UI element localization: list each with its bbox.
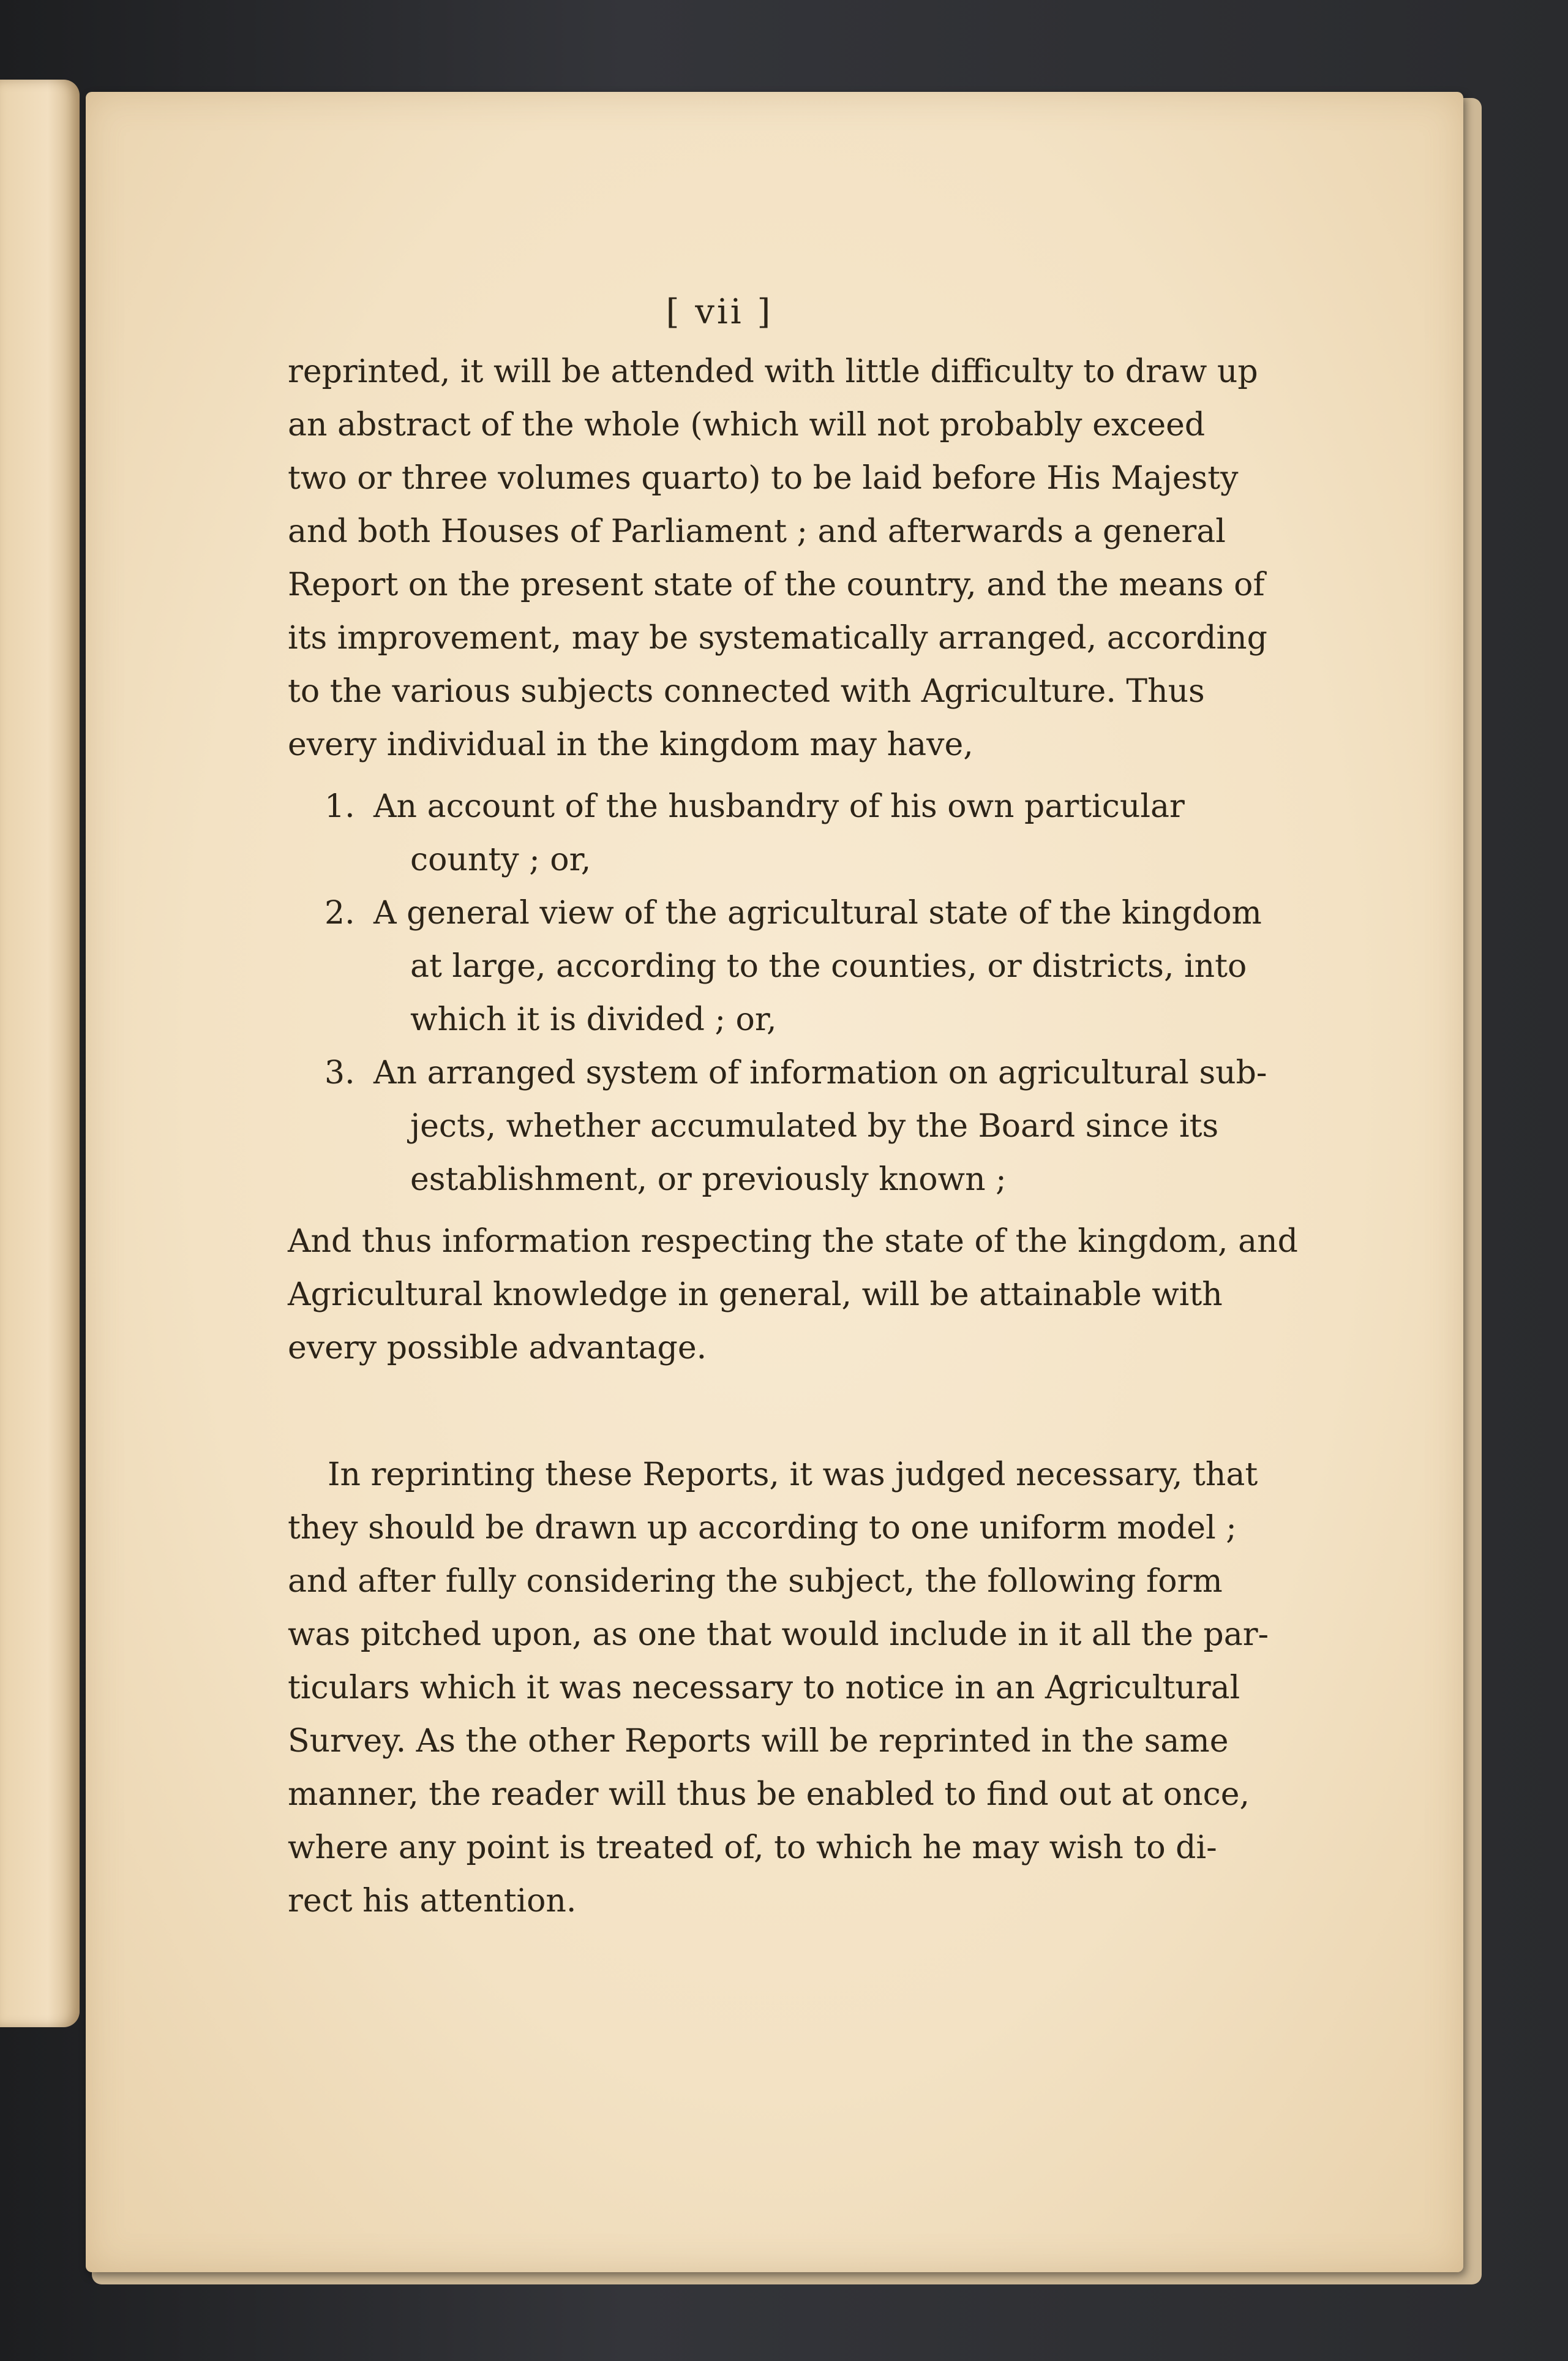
text-line: and after fully considering the subject, the following form (288, 1563, 1223, 1600)
list-item-text: establishment, or previously known ; (410, 1161, 1007, 1198)
page-number: [ vii ] (666, 292, 773, 332)
list-item-text: county ; or, (410, 842, 591, 878)
text-line: was pitched upon, as one that would include in it all the par- (288, 1616, 1269, 1653)
list-item-text: jects, whether accumulated by the Board since its (410, 1108, 1219, 1145)
text-line: And thus information respecting the state of the kingdom, and (288, 1223, 1298, 1260)
numbered-list (288, 780, 1267, 1207)
text-line: rect his attention. (288, 1883, 577, 1919)
text-line: two or three volumes quarto) to be laid before His Majesty (288, 460, 1239, 497)
paragraph-1 (288, 345, 1267, 772)
text-line: they should be drawn up according to one uniform model ; (288, 1510, 1237, 1546)
text-line: In reprinting these Reports, it was judged necessary, that (328, 1456, 1258, 1493)
paragraph-2 (288, 1215, 1298, 1375)
list-item-text: which it is divided ; or, (410, 1001, 777, 1038)
text-line: where any point is treated of, to which he may wish to di- (288, 1829, 1217, 1866)
list-item-text: An arranged system of information on agricultural sub- (373, 1055, 1267, 1091)
text-line: Agricultural knowledge in general, will be attainable with (288, 1276, 1223, 1313)
list-item (288, 780, 1185, 887)
text-line: manner, the reader will thus be enabled to find out at once, (288, 1776, 1250, 1813)
list-item (288, 1047, 1267, 1207)
list-item-number: 3. (324, 1055, 355, 1091)
paragraph-3 (288, 1448, 1269, 1928)
text-line: its improvement, may be systematically arranged, according (288, 620, 1267, 657)
text-line: ticulars which it was necessary to notice in an Agricultural (288, 1670, 1240, 1706)
text-line: and both Houses of Parliament ; and afterwards a general (288, 513, 1226, 550)
text-line: Report on the present state of the country, and the means of (288, 567, 1265, 603)
list-item-text: A general view of the agricultural state of the kingdom (373, 895, 1262, 932)
list-item-text: An account of the husbandry of his own particular (373, 788, 1185, 825)
page-text (288, 288, 1298, 1928)
text-line: Survey. As the other Reports will be reprinted in the same (288, 1723, 1229, 1760)
text-line: reprinted, it will be attended with little difficulty to draw up (288, 353, 1258, 390)
text-line: every individual in the kingdom may have, (288, 726, 973, 763)
list-item-number: 1. (324, 788, 355, 825)
text-line: to the various subjects connected with Agriculture. Thus (288, 673, 1205, 710)
previous-page-edge (0, 80, 80, 2027)
text-line: every possible advantage. (288, 1330, 707, 1366)
list-item-text: at large, according to the counties, or districts, into (410, 948, 1247, 985)
list-item-number: 2. (324, 895, 355, 932)
text-line: an abstract of the whole (which will not probably exceed (288, 407, 1206, 443)
list-item (288, 887, 1262, 1047)
